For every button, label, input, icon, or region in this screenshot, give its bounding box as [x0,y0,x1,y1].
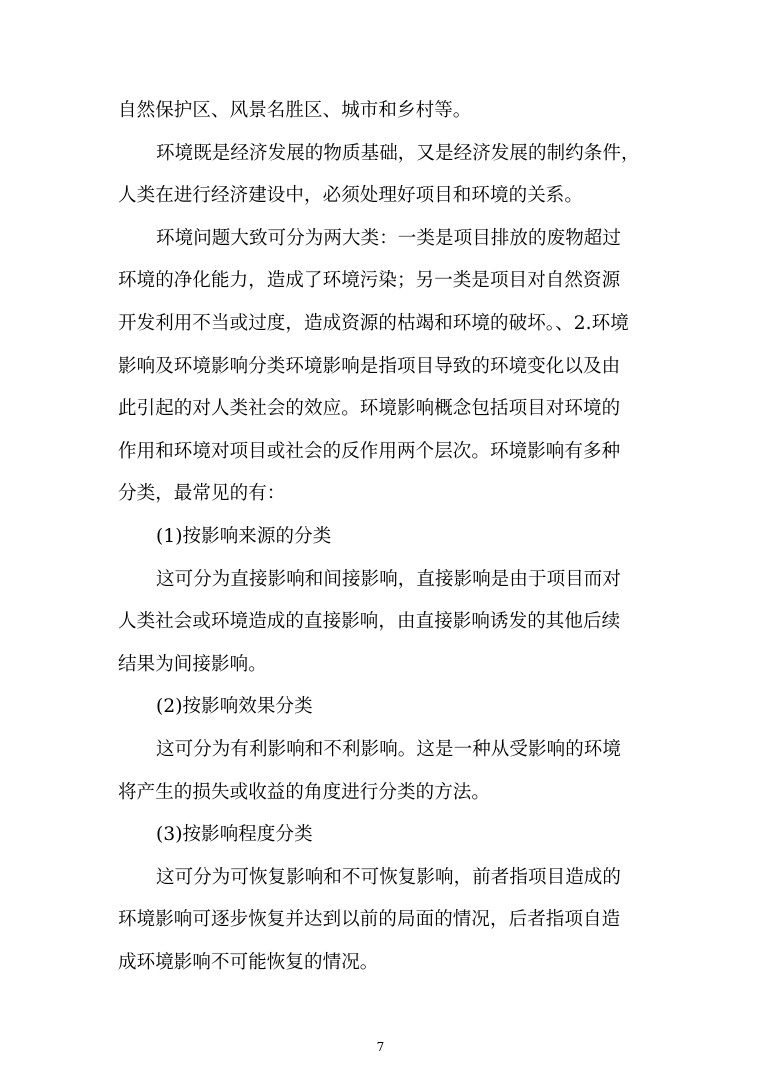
text-line: 此引起的对人类社会的效应。环境影响概念包括项目对环境的 [118,398,621,420]
text-line: 结果为间接影响。 [118,653,267,675]
text-line: 将产生的损失或收益的角度进行分类的方法。 [118,781,491,803]
text-line: 人类在进行经济建设中，必须处理好项目和环境的关系。 [118,185,584,207]
text-line: 这可分为直接影响和间接影响，直接影响是由于项目而对 [156,568,622,590]
text-line: (3)按影响程度分类 [156,824,313,846]
text-line: 环境影响可逐步恢复并达到以前的局面的情况，后者指项自造 [118,909,621,931]
text-line: 影响及环境影响分类环境影响是指项目导致的环境变化以及由 [118,355,621,377]
text-line: 环境的净化能力，造成了环境污染；另一类是项目对自然资源 [118,270,621,292]
text-line: 成环境影响不可能恢复的情况。 [118,951,379,973]
text-line: 人类社会或环境造成的直接影响，由直接影响诱发的其他后续 [118,611,621,633]
body-text [118,90,639,984]
text-line: (1)按影响来源的分类 [156,525,332,547]
text-line: 作用和环境对项目或社会的反作用两个层次。环境影响有多种 [118,440,621,462]
text-line: 开发利用不当或过度，造成资源的枯竭和环境的破坏。、2.环境 [118,312,629,334]
text-line: 自然保护区、风景名胜区、城市和乡村等。 [118,100,472,121]
text-line: 这可分为可恢复影响和不可恢复影响，前者指项目造成的 [156,866,622,888]
text-line: (2)按影响效果分类 [156,696,313,718]
text-line: 这可分为有利影响和不利影响。这是一种从受影响的环境 [156,738,622,760]
page-number: 7 [376,1040,385,1054]
text-line: 环境问题大致可分为两大类：一类是项目排放的废物超过 [156,227,622,249]
text-line: 分类，最常见的有： [118,483,286,505]
text-line: 环境既是经济发展的物质基础，又是经济发展的制约条件， [156,142,640,164]
